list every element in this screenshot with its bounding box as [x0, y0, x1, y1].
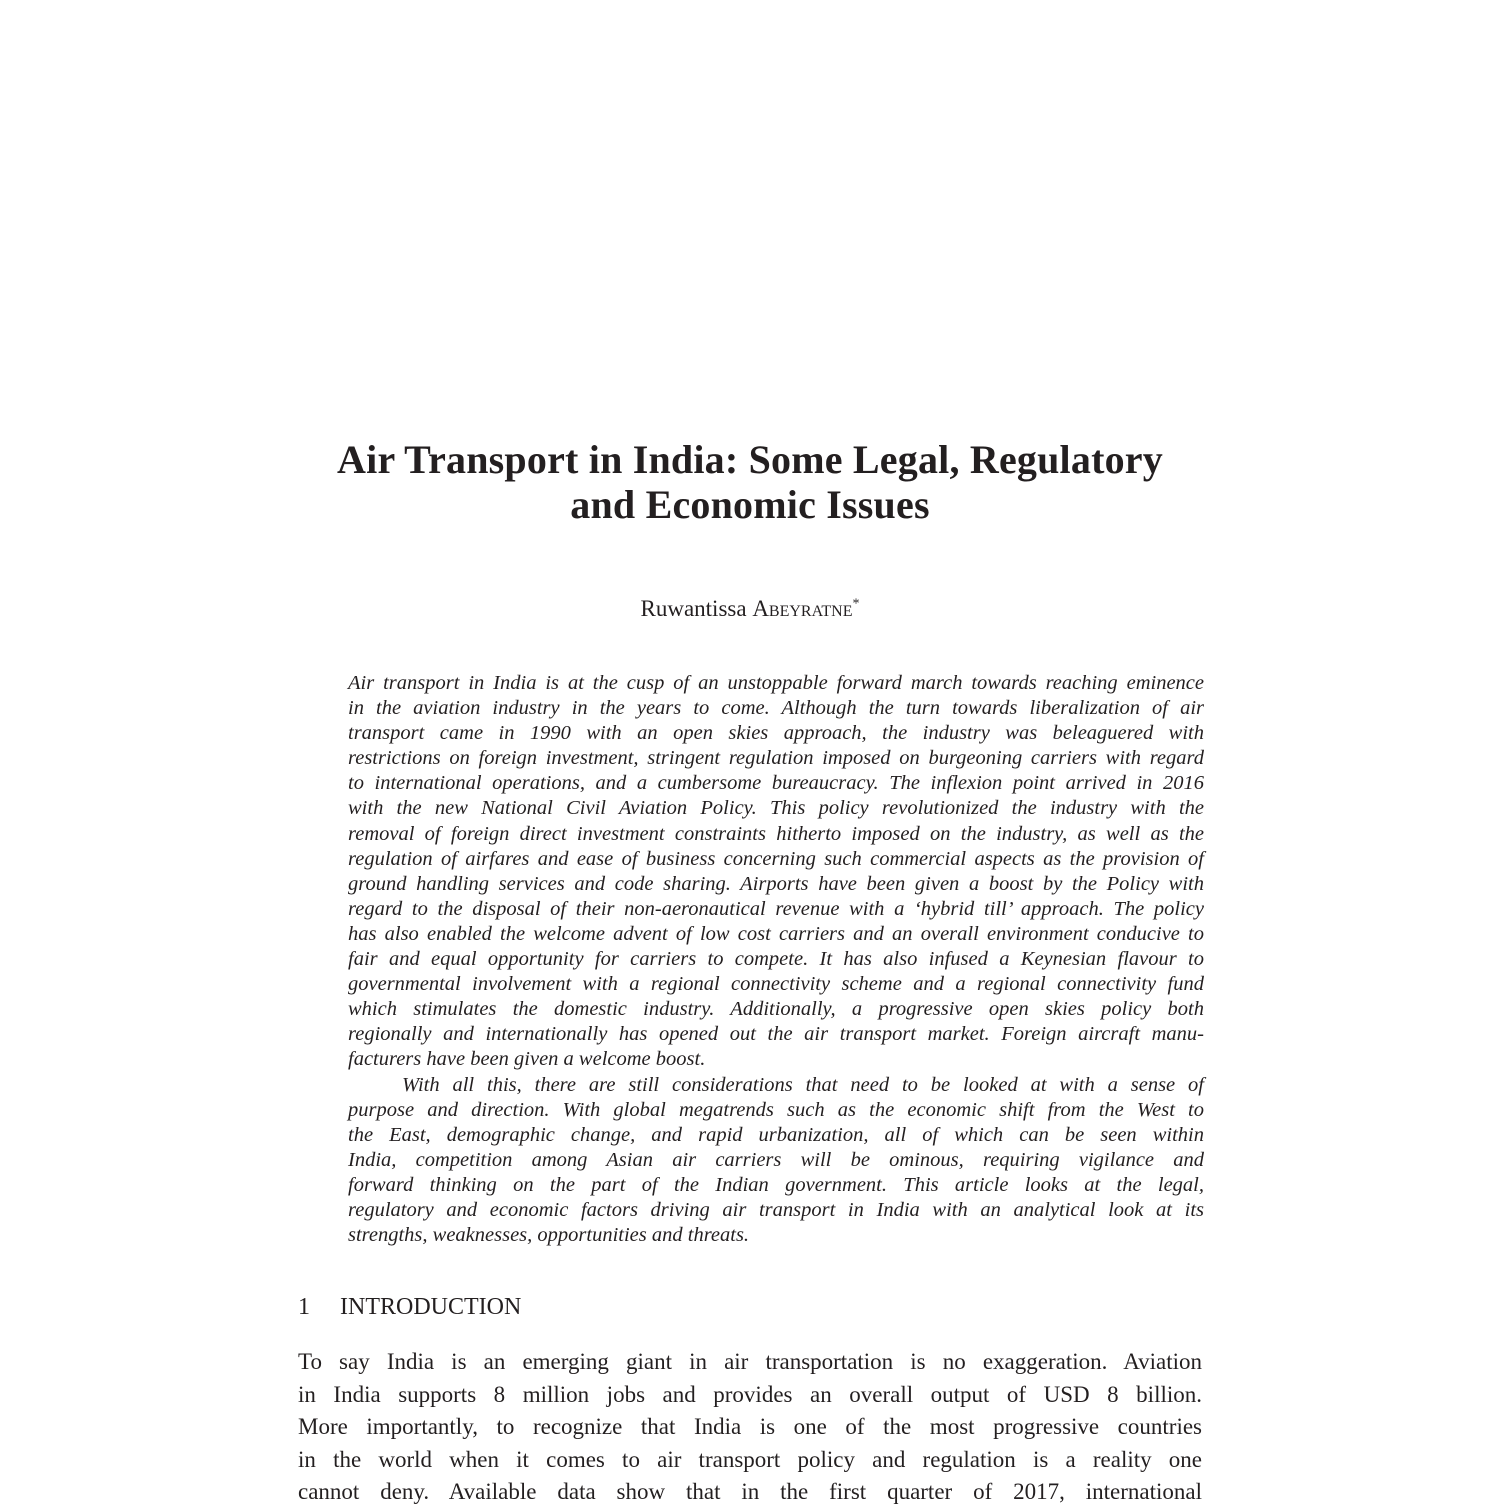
abstract-line: India, competition among Asian air carriers will be ominous, requiring vigilance and: [348, 1148, 1204, 1171]
body-line: To say India is an emerging giant in air transportation is no exaggeration. Aviation: [298, 1349, 1202, 1374]
abstract-line: strengths, weaknesses, opportunities and threats.: [348, 1224, 750, 1247]
abstract: [348, 671, 1204, 1248]
abstract-line: removal of foreign direct investment constraints hitherto imposed on the industry, as well as the: [348, 822, 1204, 845]
author-footnote-mark[interactable]: *: [852, 596, 860, 612]
abstract-line: restrictions on foreign investment, stringent regulation imposed on burgeoning carriers with regard: [348, 747, 1204, 770]
abstract-line: regard to the disposal of their non-aeronautical revenue with a ‘hybrid till’ approach. The policy: [348, 897, 1204, 920]
abstract-line: the East, demographic change, and rapid urbanization, all of which can be seen within: [348, 1123, 1204, 1146]
abstract-line: to international operations, and a cumbersome bureaucracy. The inflexion point arrived in 2016: [348, 772, 1204, 795]
abstract-line: which stimulates the domestic industry. Additionally, a progressive open skies policy both: [348, 998, 1204, 1021]
body-text: [298, 1346, 1202, 1509]
abstract-line: regionally and internationally has opened out the air transport market. Foreign aircraft manu-: [348, 1023, 1204, 1046]
abstract-line: purpose and direction. With global megatrends such as the economic shift from the West to: [348, 1098, 1204, 1121]
abstract-line: fair and equal opportunity for carriers to compete. It has also infused a Keynesian flavour to: [348, 948, 1204, 971]
abstract-line: facturers have been given a welcome boost.: [348, 1048, 706, 1071]
body-line: in the world when it comes to air transport policy and regulation is a reality one: [298, 1446, 1202, 1472]
section-title: INTRODUCTION: [340, 1294, 522, 1320]
abstract-line: governmental involvement with a regional connectivity scheme and a regional connectivity fund: [348, 973, 1204, 996]
abstract-line: ground handling services and code sharing. Airports have been given a boost by the Policy with: [348, 872, 1204, 895]
author-name: [0, 596, 1500, 622]
abstract-line: with the new National Civil Aviation Policy. This policy revolutionized the industry with the: [348, 797, 1204, 820]
abstract-line: has also enabled the welcome advent of low cost carriers and an overall environment conducive to: [348, 922, 1204, 945]
article-title-line-1: Air Transport in India: Some Legal, Regulatory: [337, 437, 1163, 482]
abstract-line: With all this, there are still considerations that need to be looked at with a sense of: [402, 1073, 1204, 1096]
abstract-line: transport came in 1990 with an open skies approach, the industry was beleaguered with: [348, 722, 1204, 745]
abstract-line: in the aviation industry in the years to come. Although the turn towards liberalization of air: [348, 697, 1204, 720]
section-number: 1: [298, 1294, 310, 1320]
body-line: cannot deny. Available data show that in the first quarter of 2017, international: [298, 1479, 1202, 1505]
body-line: More importantly, to recognize that India is one of the most progressive countries: [298, 1414, 1202, 1440]
abstract-line: regulation of airfares and ease of business concerning such commercial aspects as the provision of: [348, 847, 1204, 870]
section-heading: [298, 1294, 521, 1321]
author-first-name: Ruwantissa: [640, 596, 747, 621]
abstract-line: forward thinking on the part of the Indian government. This article looks at the legal,: [348, 1173, 1204, 1196]
author-last-name: Abeyratne: [752, 596, 853, 621]
article-title-line-2: and Economic Issues: [570, 482, 930, 527]
abstract-line: regulatory and economic factors driving air transport in India with an analytical look at its: [348, 1198, 1204, 1221]
abstract-line: Air transport in India is at the cusp of an unstoppable forward march towards reaching eminence: [348, 672, 1204, 694]
body-line: in India supports 8 million jobs and provides an overall output of USD 8 billion.: [298, 1381, 1202, 1407]
